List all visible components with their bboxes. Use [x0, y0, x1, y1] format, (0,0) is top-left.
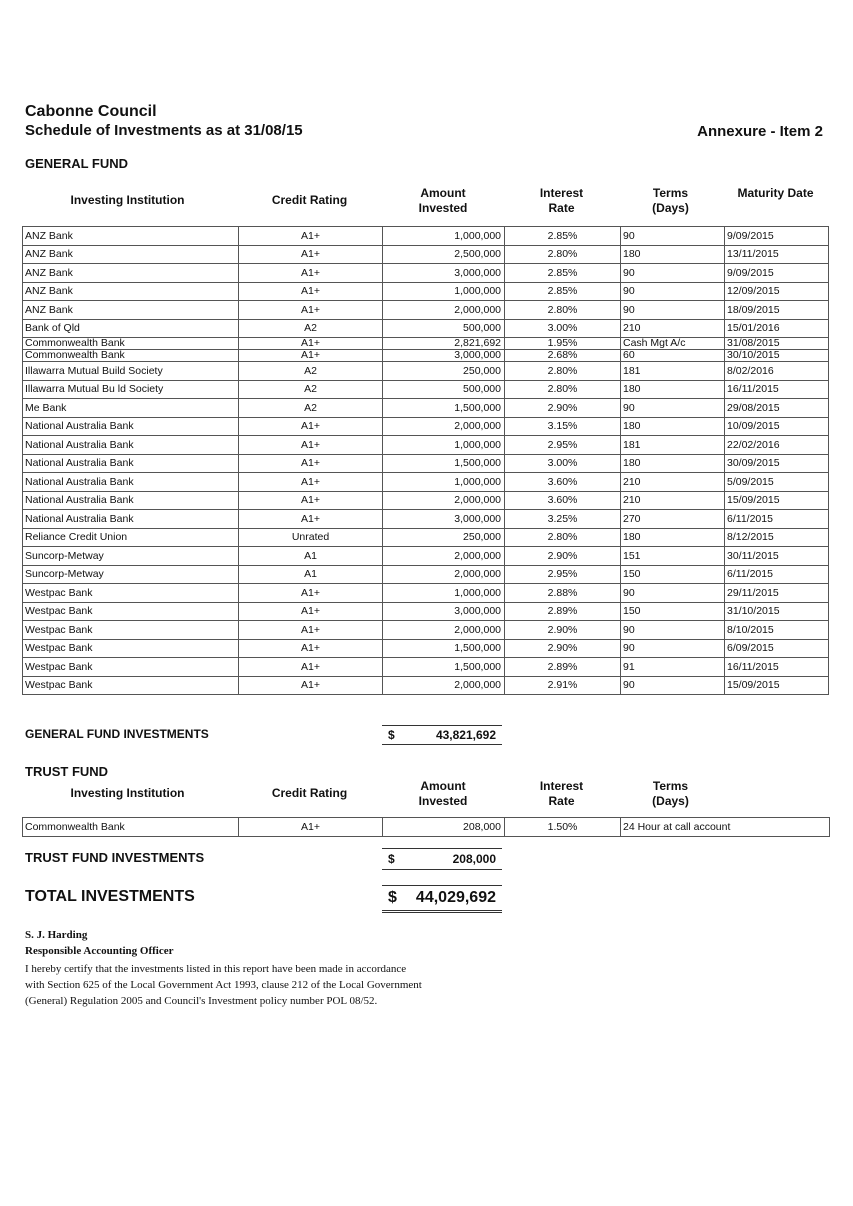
- cell-rate: 3.00%: [505, 454, 621, 473]
- cell-maturity: 30/11/2015: [725, 547, 829, 566]
- trust-col-header-amount-line2: Invested: [418, 794, 468, 808]
- signatory-name: S. J. Harding: [25, 929, 88, 941]
- cell-terms: 90: [621, 399, 725, 418]
- table-row: [23, 264, 829, 283]
- col-header-amount-line2: Invested: [418, 201, 468, 215]
- cell-amount: 2,000,000: [383, 491, 505, 510]
- cell-maturity: 18/09/2015: [725, 301, 829, 320]
- cell-terms: 180: [621, 454, 725, 473]
- cell-terms: 91: [621, 658, 725, 677]
- cell-amount: 3,000,000: [383, 602, 505, 621]
- cell-amount: 2,000,000: [383, 565, 505, 584]
- cell-terms: 180: [621, 245, 725, 264]
- general-fund-total-value: 43,821,692: [435, 728, 496, 742]
- col-header-amount-line1: Amount: [420, 186, 466, 200]
- table-row: [23, 602, 829, 621]
- cell-rate: 2.80%: [505, 245, 621, 264]
- cell-maturity: 6/09/2015: [725, 639, 829, 658]
- cell-maturity: 9/09/2015: [725, 264, 829, 283]
- cell-amount: 250,000: [383, 528, 505, 547]
- table-row: [23, 584, 829, 603]
- cell-rating: A2: [239, 399, 383, 418]
- table-row: [23, 676, 829, 695]
- table-row: [23, 399, 829, 418]
- cell-amount: 2,000,000: [383, 417, 505, 436]
- general-fund-total-symbol: $: [388, 728, 395, 742]
- table-row: [23, 319, 829, 338]
- cell-terms: 150: [621, 565, 725, 584]
- cell-rating: A1+: [239, 621, 383, 640]
- cell-rating: A1+: [239, 639, 383, 658]
- cell-maturity: 6/11/2015: [725, 565, 829, 584]
- cell-terms: 150: [621, 602, 725, 621]
- cell-rate: 2.80%: [505, 301, 621, 320]
- cell-maturity: 15/09/2015: [725, 676, 829, 695]
- general-fund-total: [382, 725, 502, 745]
- cell-amount: 1,000,000: [383, 436, 505, 455]
- trust-col-header-rate-line1: Interest: [539, 779, 584, 793]
- cell-maturity: 29/08/2015: [725, 399, 829, 418]
- cell-institution: National Australia Bank: [23, 473, 239, 492]
- cell-maturity: 31/10/2015: [725, 602, 829, 621]
- trust-col-header-rating: Credit Rating: [271, 786, 348, 800]
- cell-rating: A1+: [239, 282, 383, 301]
- cell-amount: 1,000,000: [383, 473, 505, 492]
- cell-rate: 2.90%: [505, 399, 621, 418]
- cell-rating: Unrated: [239, 528, 383, 547]
- cell-amount: 3,000,000: [383, 350, 505, 362]
- cell-terms: 270: [621, 510, 725, 529]
- cell-rating: A2: [239, 380, 383, 399]
- trust-col-header-rate-line2: Rate: [548, 794, 575, 808]
- cell-institution: Westpac Bank: [23, 676, 239, 695]
- cell-rating: A1+: [239, 301, 383, 320]
- cell-institution: Reliance Credit Union: [23, 528, 239, 547]
- cell-institution: Westpac Bank: [23, 602, 239, 621]
- cell-terms: 180: [621, 417, 725, 436]
- cell-maturity: 8/12/2015: [725, 528, 829, 547]
- col-header-terms: [620, 186, 721, 216]
- cell-terms: 180: [621, 380, 725, 399]
- table-row: [23, 350, 829, 362]
- cell-rating: A1+: [239, 245, 383, 264]
- cell-rating: A1+: [239, 602, 383, 621]
- table-row: [23, 380, 829, 399]
- table-row: [23, 227, 829, 246]
- cell-maturity: 29/11/2015: [725, 584, 829, 603]
- cell-institution: Commonwealth Bank: [23, 338, 239, 350]
- cell-rate: 3.15%: [505, 417, 621, 436]
- table-row: [23, 454, 829, 473]
- table-row: [23, 282, 829, 301]
- cell-rate: 2.85%: [505, 227, 621, 246]
- cell-amount: 1,500,000: [383, 454, 505, 473]
- cell-rating: A1+: [239, 491, 383, 510]
- cell-rating: A2: [239, 362, 383, 381]
- table-row: [23, 565, 829, 584]
- cell-rating: A1+: [239, 584, 383, 603]
- cell-terms: 90: [621, 621, 725, 640]
- cell-institution: Me Bank: [23, 399, 239, 418]
- cell-rating: A1+: [239, 417, 383, 436]
- cell-rating: A1+: [239, 350, 383, 362]
- cell-maturity: 15/09/2015: [725, 491, 829, 510]
- cell-institution: ANZ Bank: [23, 245, 239, 264]
- trust-col-header-amount: [384, 779, 502, 809]
- general-fund-title: GENERAL FUND: [25, 156, 129, 171]
- cell-institution: ANZ Bank: [23, 301, 239, 320]
- cell-terms: 210: [621, 319, 725, 338]
- cell-rating: A1+: [239, 264, 383, 283]
- table-row: [23, 621, 829, 640]
- schedule-title: Schedule of Investments as at 31/08/15: [25, 122, 303, 139]
- cell-institution: National Australia Bank: [23, 436, 239, 455]
- cell-rate: 2.95%: [505, 436, 621, 455]
- cell-terms: 180: [621, 528, 725, 547]
- col-header-maturity: Maturity Date: [737, 186, 814, 200]
- cell-institution: Westpac Bank: [23, 621, 239, 640]
- cell-amount: 2,500,000: [383, 245, 505, 264]
- cell-rating: A1+: [239, 676, 383, 695]
- cell-rate: 2.90%: [505, 547, 621, 566]
- cell-terms: 151: [621, 547, 725, 566]
- cell-maturity: 8/02/2016: [725, 362, 829, 381]
- cell-terms: 90: [621, 282, 725, 301]
- col-header-amount: [384, 186, 502, 216]
- cell-maturity: 13/11/2015: [725, 245, 829, 264]
- table-row: [23, 658, 829, 677]
- cell-rating: A1+: [239, 454, 383, 473]
- cell-institution: National Australia Bank: [23, 510, 239, 529]
- cell-rate: 2.85%: [505, 264, 621, 283]
- cell-institution: Illawarra Mutual Bu ld Society: [23, 380, 239, 399]
- cell-rating: A1: [239, 547, 383, 566]
- cell-institution: Suncorp-Metway: [23, 565, 239, 584]
- cell-maturity: 16/11/2015: [725, 380, 829, 399]
- cell-amount: 3,000,000: [383, 510, 505, 529]
- cell-institution: National Australia Bank: [23, 491, 239, 510]
- cell-institution: Suncorp-Metway: [23, 547, 239, 566]
- trust-fund-title: TRUST FUND: [25, 764, 109, 779]
- trust-col-header-institution: Investing Institution: [70, 786, 185, 800]
- cell-amount: 500,000: [383, 380, 505, 399]
- cell-rate: 2.89%: [505, 658, 621, 677]
- trust-fund-total: [382, 848, 502, 870]
- col-header-terms-line2: (Days): [652, 201, 689, 215]
- cell-rate: 1.95%: [505, 338, 621, 350]
- cell-rating: A1+: [239, 436, 383, 455]
- cell-terms: Cash Mgt A/c: [621, 338, 725, 350]
- cell-rate: 2.68%: [505, 350, 621, 362]
- cell-amount: 500,000: [383, 319, 505, 338]
- cell-amount: 2,821,692: [383, 338, 505, 350]
- trust-fund-total-value: 208,000: [452, 852, 496, 866]
- cell-rate: 2.91%: [505, 676, 621, 695]
- cell-institution: Illawarra Mutual Build Society: [23, 362, 239, 381]
- cell-amount: 1,000,000: [383, 282, 505, 301]
- cell-maturity: 12/09/2015: [725, 282, 829, 301]
- cell-institution: Bank of Qld: [23, 319, 239, 338]
- cell-terms: 90: [621, 676, 725, 695]
- table-row: [23, 818, 830, 837]
- grand-total-value: 44,029,692: [415, 889, 496, 906]
- table-row: [23, 436, 829, 455]
- cell-amount: 1,000,000: [383, 584, 505, 603]
- table-row: [23, 639, 829, 658]
- col-header-rating: Credit Rating: [271, 193, 348, 207]
- cell-terms: 181: [621, 362, 725, 381]
- trust-fund-total-label: TRUST FUND INVESTMENTS: [25, 850, 205, 865]
- cell-terms: 181: [621, 436, 725, 455]
- cell-rate: 2.80%: [505, 362, 621, 381]
- table-row: [23, 528, 829, 547]
- certification-text: [25, 961, 422, 1009]
- cell-rate: 2.85%: [505, 282, 621, 301]
- cell-rating: A1+: [239, 510, 383, 529]
- col-header-institution: Investing Institution: [70, 193, 185, 207]
- cell-rate: 2.88%: [505, 584, 621, 603]
- cell-rate: 2.89%: [505, 602, 621, 621]
- trust-fund-total-symbol: $: [388, 852, 395, 866]
- cell-institution: ANZ Bank: [23, 227, 239, 246]
- cell-amount: 1,500,000: [383, 658, 505, 677]
- general-fund-table: [22, 226, 829, 695]
- cell-amount: 208,000: [383, 818, 505, 837]
- trust-col-header-terms: [620, 779, 721, 809]
- cell-maturity: 16/11/2015: [725, 658, 829, 677]
- cell-rating: A1+: [239, 658, 383, 677]
- cell-institution: ANZ Bank: [23, 264, 239, 283]
- cell-rate: 2.80%: [505, 380, 621, 399]
- table-row: [23, 301, 829, 320]
- cell-rate: 3.25%: [505, 510, 621, 529]
- grand-total: [382, 885, 502, 913]
- cell-rate: 3.60%: [505, 491, 621, 510]
- cell-amount: 2,000,000: [383, 676, 505, 695]
- cell-terms: 210: [621, 473, 725, 492]
- cell-institution: National Australia Bank: [23, 454, 239, 473]
- cell-rating: A1+: [239, 338, 383, 350]
- trust-col-header-terms-line2: (Days): [652, 794, 689, 808]
- certification-line: with Section 625 of the Local Government Act 1993, clause 212 of the Local Government: [25, 979, 422, 991]
- cell-amount: 250,000: [383, 362, 505, 381]
- cell-maturity: 8/10/2015: [725, 621, 829, 640]
- table-row: [23, 417, 829, 436]
- table-row: [23, 510, 829, 529]
- grand-total-symbol: $: [388, 889, 397, 906]
- cell-maturity: 15/01/2016: [725, 319, 829, 338]
- col-header-rate: [506, 186, 617, 216]
- table-row: [23, 245, 829, 264]
- cell-rate: 2.80%: [505, 528, 621, 547]
- trust-col-header-terms-line1: Terms: [652, 779, 689, 793]
- cell-maturity: 5/09/2015: [725, 473, 829, 492]
- cell-maturity: 22/02/2016: [725, 436, 829, 455]
- cell-rating: A1+: [239, 227, 383, 246]
- cell-rate: 2.90%: [505, 639, 621, 658]
- general-fund-total-label: GENERAL FUND INVESTMENTS: [25, 727, 209, 741]
- cell-amount: 2,000,000: [383, 621, 505, 640]
- cell-rate: 3.60%: [505, 473, 621, 492]
- table-row: [23, 491, 829, 510]
- cell-amount: 1,500,000: [383, 639, 505, 658]
- cell-institution: Commonwealth Bank: [23, 350, 239, 362]
- cell-institution: Westpac Bank: [23, 639, 239, 658]
- grand-total-label: TOTAL INVESTMENTS: [25, 888, 195, 905]
- col-header-terms-line1: Terms: [652, 186, 689, 200]
- cell-amount: 2,000,000: [383, 301, 505, 320]
- cell-rate: 2.90%: [505, 621, 621, 640]
- annexure-label: Annexure - Item 2: [697, 123, 823, 140]
- cell-terms: 90: [621, 584, 725, 603]
- organisation-name: Cabonne Council: [25, 103, 157, 120]
- col-header-rate-line2: Rate: [548, 201, 575, 215]
- cell-maturity: 30/09/2015: [725, 454, 829, 473]
- trust-col-header-amount-line1: Amount: [420, 779, 466, 793]
- trust-col-header-rate: [506, 779, 617, 809]
- cell-amount: 2,000,000: [383, 547, 505, 566]
- cell-rating: A1+: [239, 473, 383, 492]
- cell-institution: Commonwealth Bank: [23, 818, 239, 837]
- cell-rating: A2: [239, 319, 383, 338]
- cell-rating: A1: [239, 565, 383, 584]
- cell-maturity: 31/08/2015: [725, 338, 829, 350]
- table-row: [23, 473, 829, 492]
- cell-maturity: 10/09/2015: [725, 417, 829, 436]
- table-row: [23, 338, 829, 350]
- col-header-rate-line1: Interest: [539, 186, 584, 200]
- cell-amount: 3,000,000: [383, 264, 505, 283]
- cell-terms: 60: [621, 350, 725, 362]
- cell-maturity: 6/11/2015: [725, 510, 829, 529]
- cell-institution: National Australia Bank: [23, 417, 239, 436]
- cell-terms: 90: [621, 227, 725, 246]
- cell-rate: 1.50%: [505, 818, 621, 837]
- cell-terms: 90: [621, 639, 725, 658]
- table-row: [23, 362, 829, 381]
- trust-fund-table: [22, 817, 830, 837]
- cell-rate: 3.00%: [505, 319, 621, 338]
- signatory-role: Responsible Accounting Officer: [25, 945, 174, 957]
- cell-terms: 90: [621, 264, 725, 283]
- cell-terms: 90: [621, 301, 725, 320]
- cell-institution: Westpac Bank: [23, 658, 239, 677]
- cell-institution: ANZ Bank: [23, 282, 239, 301]
- cell-amount: 1,000,000: [383, 227, 505, 246]
- cell-institution: Westpac Bank: [23, 584, 239, 603]
- cell-maturity: 30/10/2015: [725, 350, 829, 362]
- cell-terms: 210: [621, 491, 725, 510]
- cell-maturity: 9/09/2015: [725, 227, 829, 246]
- cell-rate: 2.95%: [505, 565, 621, 584]
- cell-amount: 1,500,000: [383, 399, 505, 418]
- certification-line: (General) Regulation 2005 and Council's Investment policy number POL 08/52.: [25, 995, 378, 1007]
- cell-terms: 24 Hour at call account: [621, 818, 830, 837]
- certification-line: I hereby certify that the investments listed in this report have been made in accordance: [25, 963, 407, 975]
- table-row: [23, 547, 829, 566]
- cell-rating: A1+: [239, 818, 383, 837]
